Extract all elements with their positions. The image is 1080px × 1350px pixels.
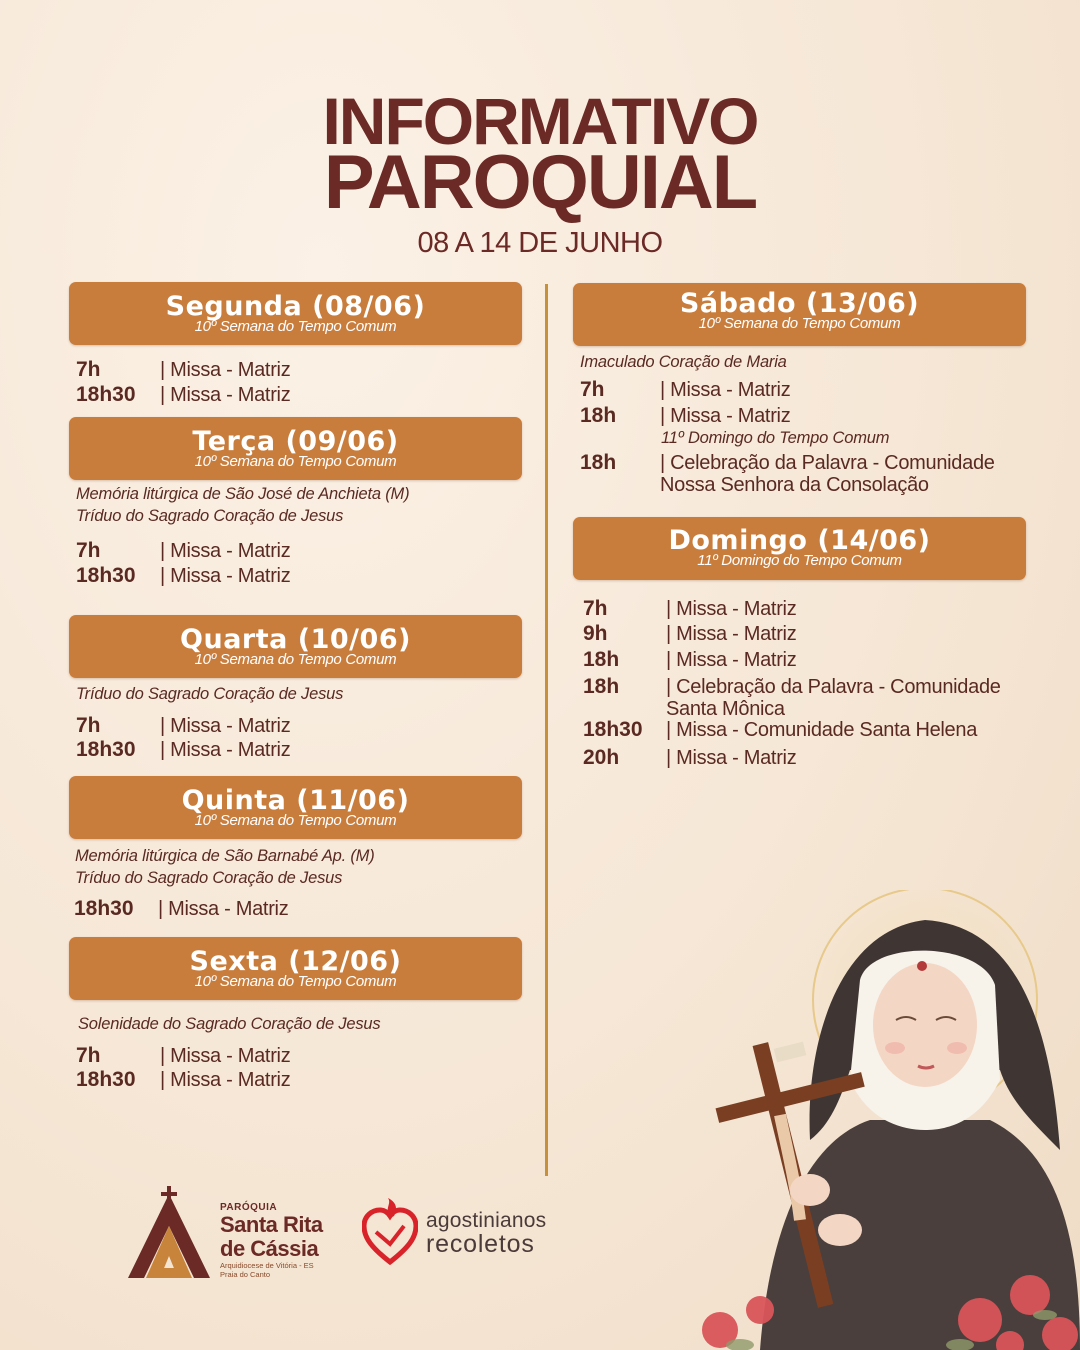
- time: 18h: [580, 451, 617, 474]
- liturgical-note: Imaculado Coração de Maria: [580, 353, 787, 371]
- parish-name-line1: Santa Rita: [220, 1212, 323, 1237]
- time: 18h30: [76, 1068, 136, 1091]
- event: | Missa - Matriz: [160, 565, 291, 587]
- event: | Missa - Matriz: [660, 405, 791, 427]
- liturgical-week: 10º Semana do Tempo Comum: [194, 651, 397, 668]
- event-continued: Santa Mônica: [666, 698, 785, 720]
- agostinianos-line1: agostinianos: [426, 1209, 547, 1232]
- parish-diocese: Arquidiocese de Vitória - ES: [220, 1261, 314, 1270]
- time: 18h30: [74, 897, 134, 920]
- time: 7h: [76, 358, 101, 381]
- event: | Missa - Matriz: [160, 384, 291, 406]
- event: | Missa - Matriz: [666, 747, 797, 769]
- liturgical-note: Memória litúrgica de São Barnabé Ap. (M): [75, 847, 375, 865]
- time: 7h: [76, 714, 101, 737]
- event: | Missa - Matriz: [666, 598, 797, 620]
- day-name: Sábado (13/06): [679, 288, 920, 319]
- event: | Missa - Matriz: [666, 623, 797, 645]
- liturgical-week: 10º Semana do Tempo Comum: [698, 315, 901, 332]
- agostinianos-logo-text: [426, 1210, 546, 1257]
- day-header-quinta: [69, 776, 522, 839]
- time: 18h: [583, 648, 620, 671]
- liturgical-note: Tríduo do Sagrado Coração de Jesus: [76, 685, 344, 703]
- agostinianos-line2: recoletos: [426, 1230, 535, 1258]
- time: 7h: [76, 1044, 101, 1067]
- day-name: Quarta (10/06): [180, 624, 411, 655]
- event: | Missa - Matriz: [160, 540, 291, 562]
- day-name: Terça (09/06): [192, 426, 399, 457]
- day-header-segunda: [69, 282, 522, 345]
- liturgical-note: Memória litúrgica de São José de Anchieta (M): [76, 485, 410, 503]
- column-divider: [545, 284, 548, 1176]
- time: 18h: [583, 675, 620, 698]
- page-title-line1: INFORMATIVO: [322, 84, 758, 158]
- day-header-sabado: [573, 283, 1026, 346]
- event: | Missa - Matriz: [660, 379, 791, 401]
- event: | Missa - Matriz: [160, 715, 291, 737]
- event: | Missa - Matriz: [158, 898, 289, 920]
- day-header-sexta: [69, 937, 522, 1000]
- event: | Missa - Matriz: [160, 739, 291, 761]
- event: | Missa - Comunidade Santa Helena: [666, 719, 978, 741]
- day-name: Sexta (12/06): [189, 946, 402, 977]
- day-header-terca: [69, 417, 522, 480]
- time: 18h30: [583, 718, 643, 741]
- page-title-line2: PAROQUIAL: [323, 140, 757, 225]
- parish-name-line2: de Cássia: [220, 1236, 319, 1261]
- day-name: Segunda (08/06): [165, 291, 426, 322]
- event-continued: Nossa Senhora da Consolação: [660, 474, 929, 496]
- event: | Missa - Matriz: [666, 649, 797, 671]
- liturgical-note: 11º Domingo do Tempo Comum: [661, 429, 890, 447]
- liturgical-week: 10º Semana do Tempo Comum: [194, 812, 397, 829]
- time: 18h30: [76, 738, 136, 761]
- day-header-quarta: [69, 615, 522, 678]
- sacred-heart-logo-icon: [362, 1196, 418, 1268]
- liturgical-week: 10º Semana do Tempo Comum: [194, 318, 397, 335]
- time: 18h30: [76, 564, 136, 587]
- event: | Missa - Matriz: [160, 1045, 291, 1067]
- event: | Missa - Matriz: [160, 359, 291, 381]
- date-range: 08 A 14 DE JUNHO: [417, 227, 663, 259]
- liturgical-week: 10º Semana do Tempo Comum: [194, 453, 397, 470]
- time: 7h: [580, 378, 605, 401]
- parish-logo-icon: [124, 1186, 214, 1280]
- time: 7h: [76, 539, 101, 562]
- liturgical-week: 11º Domingo do Tempo Comum: [697, 552, 902, 569]
- parish-logo-text: [220, 1202, 323, 1279]
- liturgical-week: 10º Semana do Tempo Comum: [194, 973, 397, 990]
- event: | Celebração da Palavra - Comunidade: [660, 452, 995, 474]
- day-name: Domingo (14/06): [668, 525, 931, 556]
- time: 20h: [583, 746, 620, 769]
- liturgical-note: Solenidade do Sagrado Coração de Jesus: [78, 1015, 381, 1033]
- parish-location: Praia do Canto: [220, 1270, 271, 1279]
- day-header-domingo: [573, 517, 1026, 580]
- event: | Missa - Matriz: [160, 1069, 291, 1091]
- time: 18h: [580, 404, 617, 427]
- time: 18h30: [76, 383, 136, 406]
- parish-label: PARÓQUIA: [220, 1202, 278, 1213]
- saint-rita-illustration: [700, 890, 1080, 1350]
- time: 9h: [583, 622, 608, 645]
- day-name: Quinta (11/06): [181, 785, 410, 816]
- time: 7h: [583, 597, 608, 620]
- event: | Celebração da Palavra - Comunidade: [666, 676, 1001, 698]
- liturgical-note: Tríduo do Sagrado Coração de Jesus: [76, 507, 344, 525]
- liturgical-note: Tríduo do Sagrado Coração de Jesus: [75, 869, 343, 887]
